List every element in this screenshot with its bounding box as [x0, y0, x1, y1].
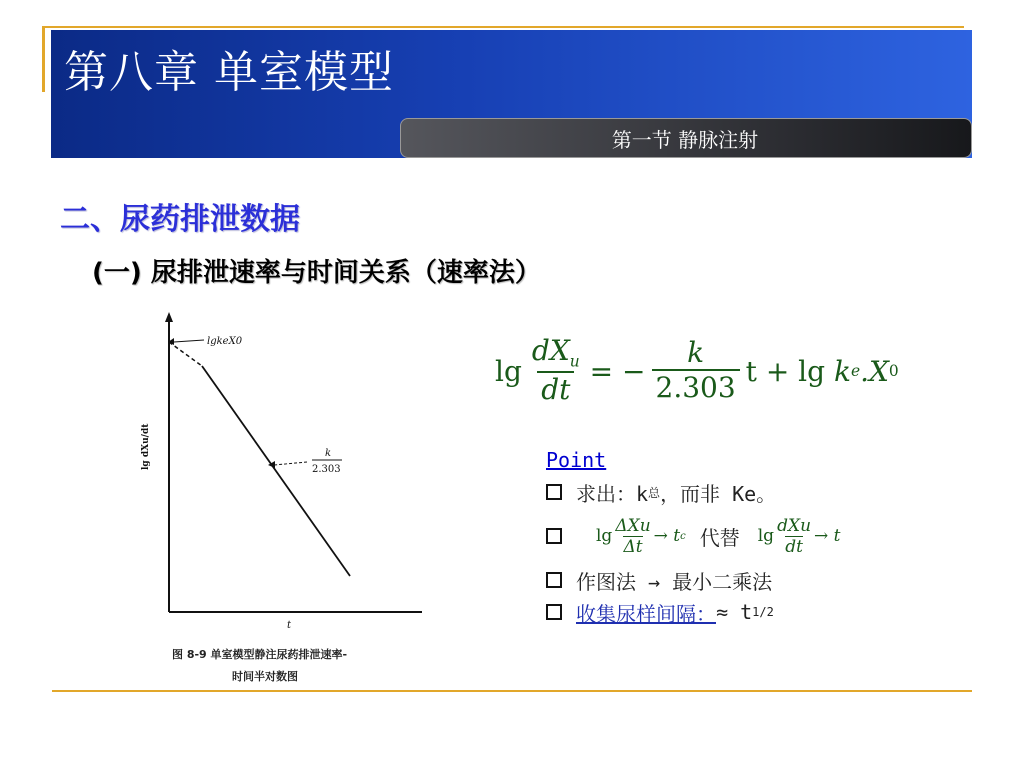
- slope-arrow: [274, 462, 307, 465]
- item2-sub1: c: [680, 530, 686, 542]
- y-axis-arrow: [165, 312, 173, 322]
- item4-sub: 1/2: [752, 605, 774, 619]
- intercept-arrow: [174, 340, 204, 342]
- slide-subtitle: 第一节 静脉注射: [611, 128, 759, 152]
- eq-den: dt: [537, 371, 574, 407]
- item1-tail: ，而非 Ke。: [660, 481, 777, 506]
- slope-label-den: 2.303: [312, 464, 341, 475]
- checkbox-bullet-icon: [546, 484, 562, 500]
- left-accent-line: [42, 26, 45, 92]
- item1-sub: 总: [648, 485, 661, 500]
- item2-num1: ΔXu: [615, 515, 651, 536]
- subsection-heading: (一) 尿排泄速率与时间关系（速率法）: [92, 258, 541, 288]
- y-axis-label: lg dXu/dt: [141, 423, 151, 470]
- item4-link[interactable]: 收集尿样间隔：: [576, 601, 716, 626]
- x-axis-label: t: [287, 620, 292, 631]
- eq-ke: k: [833, 354, 851, 388]
- points-list: [546, 444, 841, 628]
- checkbox-bullet-icon: [546, 604, 562, 620]
- eq-rate-fraction: [528, 335, 584, 407]
- eq-x0: .X: [860, 354, 889, 388]
- figure-caption-line2: 时间半对数图: [232, 670, 298, 683]
- semilog-plot-figure: [132, 310, 432, 690]
- point-item-1: [546, 476, 841, 508]
- eq-lg: lg: [495, 354, 522, 388]
- slide-title: 第八章 单室模型: [64, 47, 394, 98]
- item3-text: 作图法 → 最小二乘法: [576, 569, 773, 594]
- item2-den1: Δt: [623, 536, 643, 557]
- point-item-4: [546, 596, 841, 628]
- item2-mid: 代替: [699, 525, 740, 550]
- point-item-3: [546, 564, 841, 596]
- item2-num2: dXu: [777, 515, 812, 536]
- rate-equation: [495, 326, 899, 416]
- item4-tail: ≈ t: [716, 600, 753, 624]
- point-item-2: [546, 508, 841, 564]
- item2-lg2: lg: [757, 526, 775, 546]
- intercept-label: lgkeX0: [207, 336, 243, 347]
- item1-text: 求出：k: [576, 481, 649, 506]
- eq-ke-sub: e: [850, 362, 861, 380]
- section-heading: 二、尿药排泄数据: [60, 202, 300, 237]
- eq-num: dX: [531, 334, 570, 368]
- item2-lg1: lg: [596, 526, 613, 546]
- item2-arrow2: → t: [814, 526, 841, 546]
- slope-label-num: k: [325, 448, 332, 459]
- eq-k-den: 2.303: [652, 369, 740, 405]
- eq-rest: t + lg: [745, 354, 826, 388]
- extrapolated-dashed-line: [169, 342, 202, 366]
- top-accent-line: [42, 26, 964, 28]
- checkbox-bullet-icon: [546, 528, 562, 544]
- eq-x0-sub: 0: [888, 362, 899, 380]
- item2-den2: dt: [785, 536, 803, 557]
- eq-k-num: k: [687, 336, 705, 370]
- bottom-accent-line: [52, 690, 972, 692]
- item2-arrow1: → t: [653, 526, 681, 546]
- figure-caption-line1: 图 8-9 单室模型静注尿药排泄速率-: [172, 648, 348, 661]
- eq-slope-fraction: [652, 337, 740, 405]
- checkbox-bullet-icon: [546, 572, 562, 588]
- point-title-link[interactable]: Point: [546, 448, 607, 472]
- eq-num-sub: u: [569, 352, 580, 371]
- eq-sign: = −: [589, 354, 646, 388]
